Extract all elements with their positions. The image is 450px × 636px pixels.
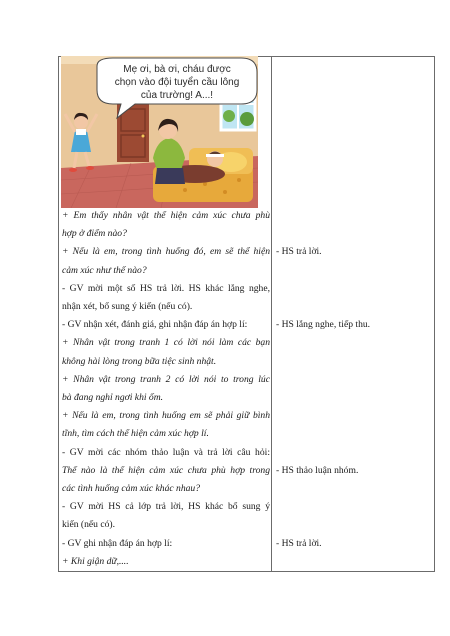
- speech-line-3: của trường! A...!: [140, 90, 214, 101]
- teacher-activity-line: - GV mời một số HS trả lời. HS khác lắng nghe,: [62, 282, 270, 294]
- teacher-activity-line: Thế nào là thể hiện cảm xúc chưa phù hợp trong: [62, 464, 270, 476]
- teacher-activity-line: hợp ở điểm nào?: [62, 228, 127, 240]
- teacher-activity-line: + Nhân vật trong tranh 1 có lời nói làm các bạn: [62, 337, 270, 349]
- teacher-activity-line: cảm xúc như thế nào?: [62, 264, 147, 276]
- speech-line-2: chọn vào đội tuyển cầu lông: [114, 77, 240, 88]
- teacher-activity-line: + Em thấy nhân vật thể hiện cảm xúc chưa phù: [62, 210, 270, 221]
- teacher-activity-line: tĩnh, tìm cách thể hiện cảm xúc hợp lí.: [62, 428, 209, 440]
- teacher-activity-line: - GV mời các nhóm thảo luận và trả lời câu hỏi:: [62, 446, 270, 458]
- student-activity-line: - HS trả lời.: [276, 246, 322, 258]
- teacher-activity-line: bà đang nghỉ ngơi khi ốm.: [62, 392, 164, 403]
- teacher-activity-line: kiến (nếu có).: [62, 519, 116, 531]
- teacher-activity-line: - GV nhận xét, đánh giá, ghi nhận đáp án hợp lí:: [62, 319, 248, 331]
- teacher-activity-line: - GV mời HS cả lớp trả lời, HS khác bổ sung ý: [62, 501, 270, 513]
- student-activity-line: - HS thảo luận nhóm.: [276, 464, 359, 476]
- teacher-activity-line: + Nhân vật trong tranh 2 có lời nói to trong lúc: [62, 373, 270, 385]
- student-activity-line: - HS trả lời.: [276, 537, 322, 549]
- student-activity-line: - HS lắng nghe, tiếp thu.: [276, 319, 371, 331]
- speech-line-1: Mẹ ơi, bà ơi, cháu được: [123, 64, 231, 75]
- teacher-activity-line: nhận xét, bổ sung ý kiến (nếu có).: [62, 301, 193, 312]
- teacher-activity-line: + Nếu là em, trong tình huống đó, em sẽ thể hiện: [62, 246, 270, 258]
- teacher-activity-line: - GV ghi nhận đáp án hợp lí:: [62, 537, 173, 549]
- teacher-activity-line: các tình huống cảm xúc khác nhau?: [62, 483, 201, 494]
- teacher-activity-line: không hài lòng trong bữa tiệc sinh nhật.: [62, 355, 217, 367]
- teacher-activity-line: + Nếu là em, trong tình huống em sẽ phải giữ bình: [62, 410, 270, 422]
- teacher-activity-line: + Khi giận dữ,....: [62, 555, 129, 567]
- column-divider: [271, 56, 272, 572]
- story-illustration: [61, 56, 258, 208]
